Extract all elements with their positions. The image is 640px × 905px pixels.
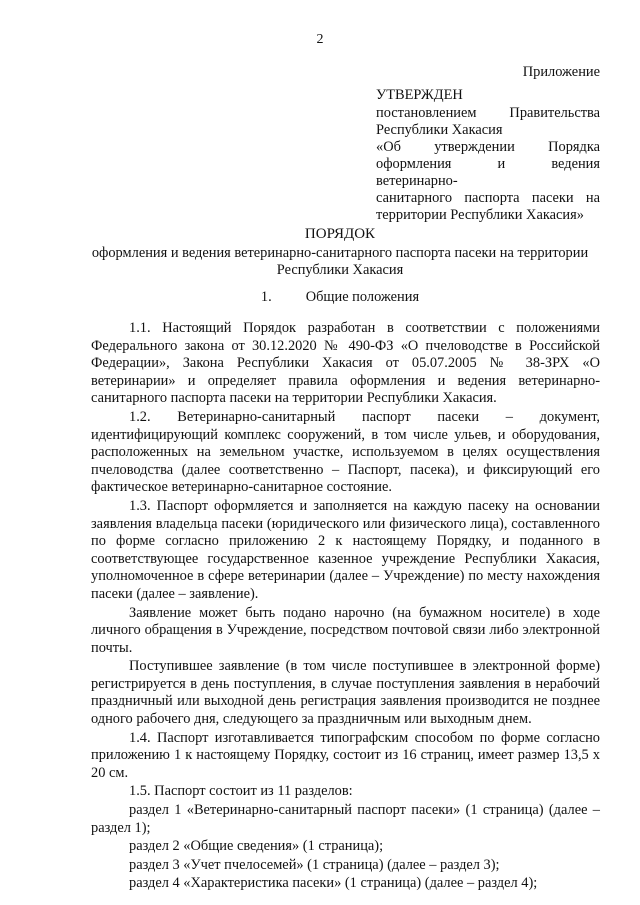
approval-line: территории Республики Хакасия» bbox=[376, 207, 584, 223]
approval-line: оформления и ведения ветеринарно- bbox=[376, 156, 600, 189]
title-subheading: оформления и ведения ветеринарно-санитарного паспорта пасеки на территории Республики Хакасия bbox=[91, 245, 589, 278]
appendix-label: Приложение bbox=[522, 64, 600, 80]
list-item: раздел 2 «Общие сведения» (1 страница); bbox=[129, 838, 384, 855]
title-heading: ПОРЯДОК bbox=[304, 226, 376, 242]
paragraph: 1.4. Паспорт изготавливается типографским способом по форме согласно приложению 1 к настоящему Порядку, состоит из 16 страниц, имеет размер 13,5 х 20 см. bbox=[91, 729, 600, 781]
section-number: 1. bbox=[260, 289, 272, 305]
paragraph: Поступившее заявление (в том числе поступившее в электронной форме) регистрируется в день поступления, в случае поступления заявления в нерабочий праздничный или выходной день регистрация заявления производится не позднее одного рабочего дня, следующего за праздничным или выходным днем. bbox=[91, 658, 600, 728]
list-item: раздел 4 «Характеристика пасеки» (1 страница) (далее – раздел 4); bbox=[129, 875, 538, 892]
paragraph: 1.5. Паспорт состоит из 11 разделов: bbox=[129, 783, 353, 800]
approval-line: постановлением Правительства bbox=[376, 105, 600, 121]
list-item: раздел 3 «Учет пчелосемей» (1 страница) (далее – раздел 3); bbox=[129, 856, 500, 873]
approval-line: «Об утверждении Порядка bbox=[376, 139, 600, 155]
approved-label: УТВЕРЖДЕН bbox=[376, 87, 463, 103]
paragraph: 1.1. Настоящий Порядок разработан в соответствии с положениями Федерального закона от 30.12.2020 № 490-ФЗ «О пчеловодстве в Российской Федерации», Закона Республики Хакасия от 05.07.2005 № 38-ЗРХ «О ветеринарии» и определяет правила оформления и ведения ветеринарно-санитарного паспорта пасеки на территории Республики Хакасия. bbox=[91, 320, 600, 407]
list-item: раздел 1 «Ветеринарно-санитарный паспорт пасеки» (1 страница) (далее – раздел 1); bbox=[91, 802, 600, 836]
document-title bbox=[80, 226, 600, 279]
page-number: 2 bbox=[316, 32, 324, 47]
approval-block bbox=[376, 64, 600, 224]
paragraph: Заявление может быть подано нарочно (на бумажном носителе) в ходе личного обращения в Учреждение, посредством почтовой связи либо электронной почты. bbox=[91, 604, 600, 656]
approval-line: Республики Хакасия bbox=[376, 122, 503, 138]
section-heading bbox=[80, 289, 600, 306]
document-body bbox=[91, 320, 600, 894]
paragraph: 1.2. Ветеринарно-санитарный паспорт пасеки – документ, идентифицирующий комплекс сооружений, в том числе ульев, и оборудования, расположенных на земельном участке, используемом в целях осуществления пчеловодства (далее соответственно – Паспорт, пасека), и фиксирующий его фактическое ветеринарно-санитарное состояние. bbox=[91, 408, 600, 496]
section-title: Общие положения bbox=[305, 289, 420, 305]
approval-line: санитарного паспорта пасеки на bbox=[376, 190, 600, 206]
paragraph: 1.3. Паспорт оформляется и заполняется на каждую пасеку на основании заявления владельца пасеки (юридического или физического лица), составленного по форме согласно приложению 2 к настоящему Порядку, и поданного в соответствующее государственное казенное учреждение Республики Хакасия, уполномоченное в сфере ветеринарии (далее – Учреждение) по месту нахождения пасеки (далее – заявление). bbox=[91, 497, 600, 602]
